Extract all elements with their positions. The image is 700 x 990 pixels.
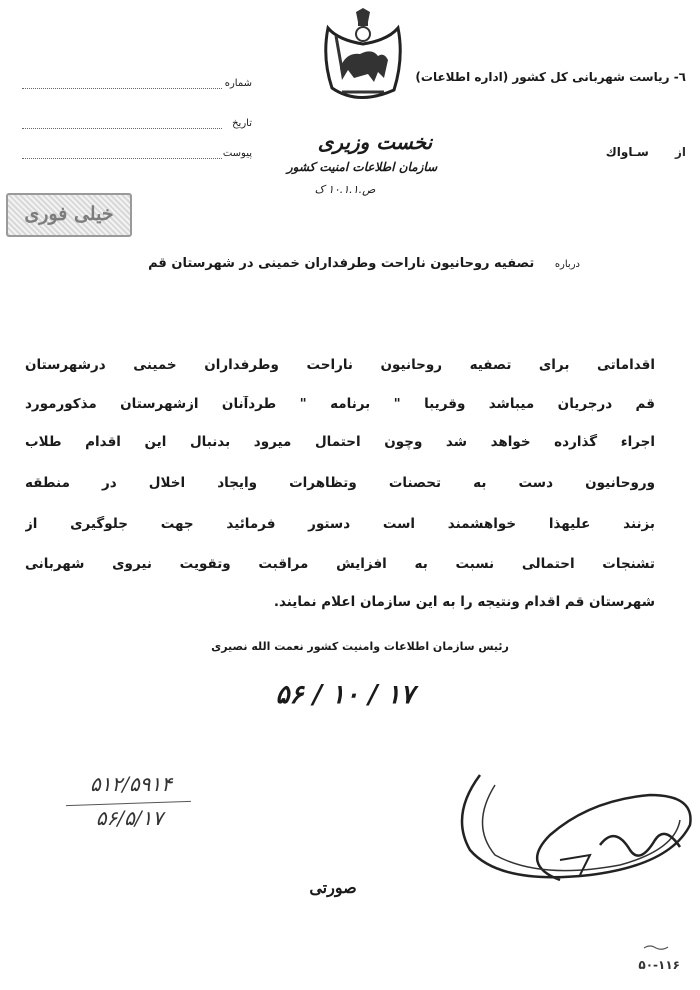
number-label: شماره — [224, 78, 252, 89]
attachment-field — [22, 148, 252, 164]
handwritten-reference-date: ۵۶/۵/۱۷ — [95, 806, 164, 830]
handwritten-date: ۱۷ / ۱۰ / ۵۶ — [275, 680, 415, 710]
priority-stamp-text: خیلی فوری — [24, 203, 114, 225]
date-dotted-line — [22, 128, 222, 129]
corner-mark-icon — [640, 942, 680, 952]
number-field — [22, 78, 252, 94]
body-line: شهرستان قم اقدام ونتیجه را به این سازمان اعلام نمایند. — [273, 594, 655, 610]
subject-line — [80, 256, 580, 271]
body-line: اقداماتی برای تصفیه روحانیون ناراحت وطرفداران خمینی درشهرستان — [25, 357, 655, 373]
handwritten-signature — [440, 755, 700, 915]
handwritten-reference-number: ۵۱۲/۵۹۱۴ — [90, 772, 172, 796]
page-number: ۵۰-۱۱۶ — [638, 958, 680, 972]
organization-name: سازمان اطلاعات امنیت کشور — [286, 160, 438, 174]
bottom-stamp: صورتی — [309, 878, 357, 897]
date-label: تاریخ — [232, 118, 252, 129]
ministry-title: نخست وزیری — [317, 130, 433, 154]
body-line: تشنجات احتمالی نسبت به افزایش مراقبت وتقویت نیروی شهربانی — [25, 556, 655, 572]
attachment-dotted-line — [22, 158, 222, 159]
body-line: اجراء گذارده خواهد شد وچون احتمال میرود بدنبال این اقدام طلاب — [25, 434, 655, 450]
attachment-label: پیوست — [222, 148, 252, 159]
document-code: ص.۱۰.۱.۱ ک — [314, 183, 376, 196]
body-line: وروحانیون دست به تحصنات وتظاهرات وایجاد اخلال در منطقه — [25, 475, 655, 491]
number-dotted-line — [22, 88, 222, 89]
recipient-line: ٦- ریاست شهربانی کل کشور (اداره اطلاعات) — [415, 70, 686, 84]
from-value: سـاواك — [605, 145, 649, 159]
date-field — [22, 118, 252, 134]
subject-label: درباره — [554, 259, 580, 270]
signatory-line: رئیس سازمان اطلاعات وامنیت کشور نعمت الله نصیری — [211, 640, 509, 653]
from-label: از — [674, 145, 686, 159]
subject-text: تصفیه روحانیون ناراحت وطرفداران خمینی در شهرستان قم — [148, 256, 535, 271]
sender-line — [486, 145, 686, 159]
body-line: قم درجریان میباشد وقریبا " برنامه " طردآنان ازشهرستان مذکورمورد — [25, 396, 655, 412]
body-line: بزنند علیهذا خواهشمند است دستور فرمائید جهت جلوگیری از — [25, 516, 655, 532]
lion-and-sun-emblem-icon — [318, 8, 408, 108]
priority-stamp — [6, 193, 132, 237]
